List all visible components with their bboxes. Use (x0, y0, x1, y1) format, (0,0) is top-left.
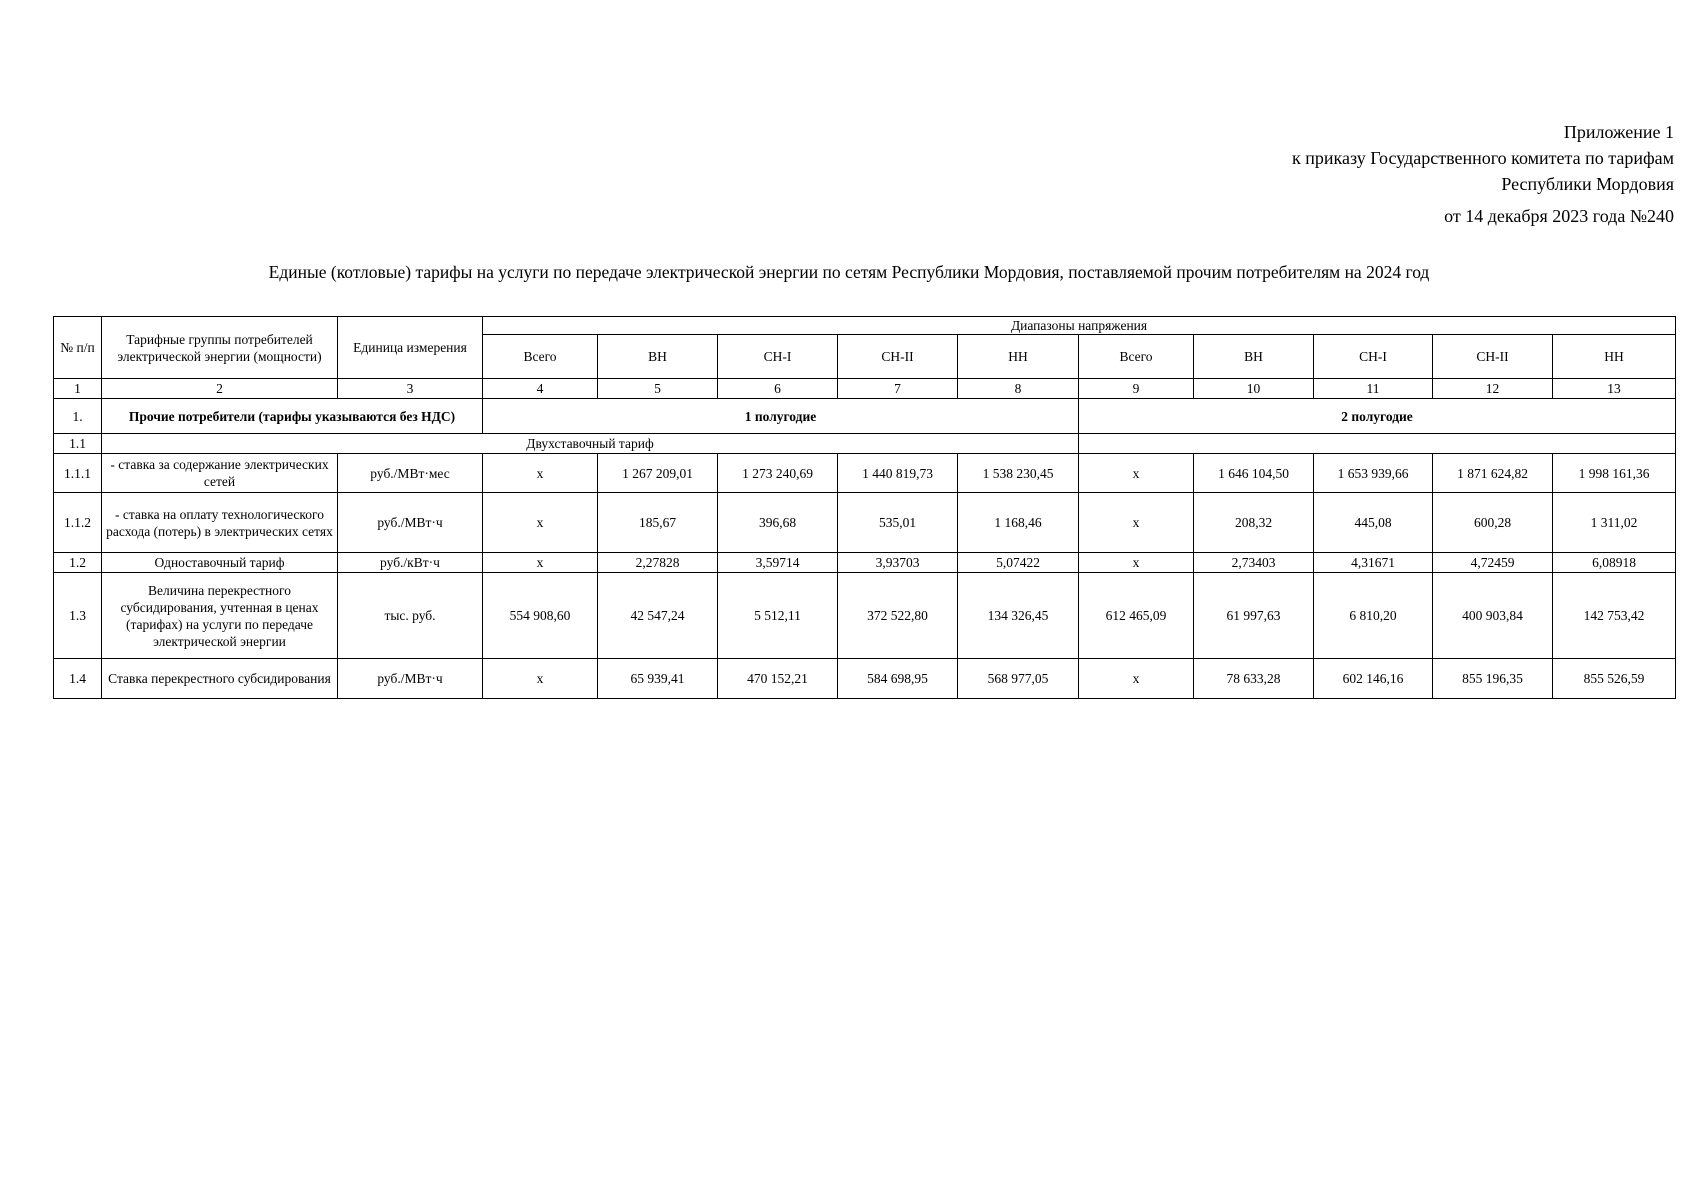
value-cell: 554 908,60 (483, 573, 598, 659)
value-cell: 1 311,02 (1553, 493, 1676, 553)
order-line-2: Республики Мордовия (1501, 174, 1674, 194)
value-cell: 134 326,45 (958, 573, 1079, 659)
value-cell: 78 633,28 (1194, 659, 1314, 699)
column-number-row (54, 379, 1676, 399)
value-cell: 61 997,63 (1194, 573, 1314, 659)
value-cell: 3,59714 (718, 553, 838, 573)
value-cell: 2,73403 (1194, 553, 1314, 573)
value-cell: 535,01 (838, 493, 958, 553)
value-cell: 1 168,46 (958, 493, 1079, 553)
row-name: Величина перекрестного субсидирования, учтенная в ценах (тарифах) на услуги по передаче электрической энергии (102, 573, 338, 659)
row-name: - ставка за содержание электрических сетей (102, 454, 338, 493)
row-unit: руб./МВт·мес (338, 454, 483, 493)
value-cell: 6,08918 (1553, 553, 1676, 573)
section-num: 1. (54, 399, 102, 434)
section-name: Прочие потребители (тарифы указываются без НДС) (102, 399, 483, 434)
header-unit: Единица измерения (338, 317, 483, 379)
appendix-header (1292, 119, 1674, 229)
column-number: 7 (838, 379, 958, 399)
header-num: № п/п (54, 317, 102, 379)
value-cell: x (1079, 454, 1194, 493)
value-cell: 568 977,05 (958, 659, 1079, 699)
value-cell: 42 547,24 (598, 573, 718, 659)
value-cell: 65 939,41 (598, 659, 718, 699)
row-unit: тыс. руб. (338, 573, 483, 659)
column-number: 1 (54, 379, 102, 399)
row-name: Одноставочный тариф (102, 553, 338, 573)
header-sub-cell: Всего (1079, 335, 1194, 379)
value-cell: 1 653 939,66 (1314, 454, 1433, 493)
value-cell: x (483, 553, 598, 573)
header-sub-cell: СН-II (1433, 335, 1553, 379)
column-number: 5 (598, 379, 718, 399)
value-cell: 208,32 (1194, 493, 1314, 553)
column-number: 10 (1194, 379, 1314, 399)
header-groups: Тарифные группы потребителей электрической энергии (мощности) (102, 317, 338, 379)
table-row (54, 553, 1676, 573)
header-sub-cell: ВН (598, 335, 718, 379)
header-sub-cell: НН (1553, 335, 1676, 379)
column-number: 12 (1433, 379, 1553, 399)
tariff-table (53, 316, 1676, 699)
table-row (54, 493, 1676, 553)
row-num: 1.1.1 (54, 454, 102, 493)
value-cell: 4,72459 (1433, 553, 1553, 573)
empty-cell (1079, 434, 1676, 454)
value-cell: 142 753,42 (1553, 573, 1676, 659)
value-cell: 600,28 (1433, 493, 1553, 553)
value-cell: 1 538 230,45 (958, 454, 1079, 493)
value-cell: 396,68 (718, 493, 838, 553)
header-sub-cell: Всего (483, 335, 598, 379)
value-cell: x (483, 493, 598, 553)
value-cell: 6 810,20 (1314, 573, 1433, 659)
half-year-2: 2 полугодие (1079, 399, 1676, 434)
row-num: 1.4 (54, 659, 102, 699)
table-row (54, 454, 1676, 493)
table-row (54, 573, 1676, 659)
value-cell: 445,08 (1314, 493, 1433, 553)
table-row (54, 659, 1676, 699)
value-cell: 1 998 161,36 (1553, 454, 1676, 493)
order-line-1: к приказу Государственного комитета по тарифам (1291, 148, 1674, 168)
header-sub-cell: СН-I (1314, 335, 1433, 379)
value-cell: 855 196,35 (1433, 659, 1553, 699)
header-sub-cell: СН-I (718, 335, 838, 379)
value-cell: 1 646 104,50 (1194, 454, 1314, 493)
value-cell: 584 698,95 (838, 659, 958, 699)
column-number: 8 (958, 379, 1079, 399)
row-name: Ставка перекрестного субсидирования (102, 659, 338, 699)
value-cell: x (1079, 553, 1194, 573)
header-voltage-ranges: Диапазоны напряжения (483, 317, 1676, 335)
value-cell: 3,93703 (838, 553, 958, 573)
header-sub-cell: ВН (1194, 335, 1314, 379)
value-cell: 372 522,80 (838, 573, 958, 659)
row-num: 1.1.2 (54, 493, 102, 553)
value-cell: x (483, 454, 598, 493)
value-cell: x (483, 659, 598, 699)
value-cell: x (1079, 659, 1194, 699)
value-cell: 855 526,59 (1553, 659, 1676, 699)
row-unit: руб./МВт·ч (338, 659, 483, 699)
value-cell: 1 871 624,82 (1433, 454, 1553, 493)
value-cell: 400 903,84 (1433, 573, 1553, 659)
value-cell: 1 273 240,69 (718, 454, 838, 493)
value-cell: 5 512,11 (718, 573, 838, 659)
column-number: 4 (483, 379, 598, 399)
column-number: 3 (338, 379, 483, 399)
row-name: - ставка на оплату технологического расхода (потерь) в электрических сетях (102, 493, 338, 553)
value-cell: 2,27828 (598, 553, 718, 573)
row-num: 1.2 (54, 553, 102, 573)
row-num: 1.3 (54, 573, 102, 659)
value-cell: 612 465,09 (1079, 573, 1194, 659)
two-part-tariff-row (54, 434, 1676, 454)
value-cell: x (1079, 493, 1194, 553)
order-date: от 14 декабря 2023 года №240 (1444, 206, 1674, 226)
row-name: Двухставочный тариф (102, 434, 1079, 454)
row-unit: руб./кВт·ч (338, 553, 483, 573)
column-number: 2 (102, 379, 338, 399)
value-cell: 4,31671 (1314, 553, 1433, 573)
column-number: 11 (1314, 379, 1433, 399)
header-sub-cell: НН (958, 335, 1079, 379)
row-num: 1.1 (54, 434, 102, 454)
value-cell: 470 152,21 (718, 659, 838, 699)
half-year-1: 1 полугодие (483, 399, 1079, 434)
column-number: 9 (1079, 379, 1194, 399)
header-sub-cell: СН-II (838, 335, 958, 379)
value-cell: 1 440 819,73 (838, 454, 958, 493)
value-cell: 5,07422 (958, 553, 1079, 573)
row-unit: руб./МВт·ч (338, 493, 483, 553)
column-number: 13 (1553, 379, 1676, 399)
document-title: Единые (котловые) тарифы на услуги по передаче электрической энергии по сетям Республики Мордовия, поставляемой прочим потребителям на 2024 год (268, 262, 1430, 282)
header-row-top (54, 317, 1676, 335)
value-cell: 185,67 (598, 493, 718, 553)
value-cell: 1 267 209,01 (598, 454, 718, 493)
appendix-label: Приложение 1 (1563, 122, 1674, 142)
column-number: 6 (718, 379, 838, 399)
value-cell: 602 146,16 (1314, 659, 1433, 699)
section-row (54, 399, 1676, 434)
